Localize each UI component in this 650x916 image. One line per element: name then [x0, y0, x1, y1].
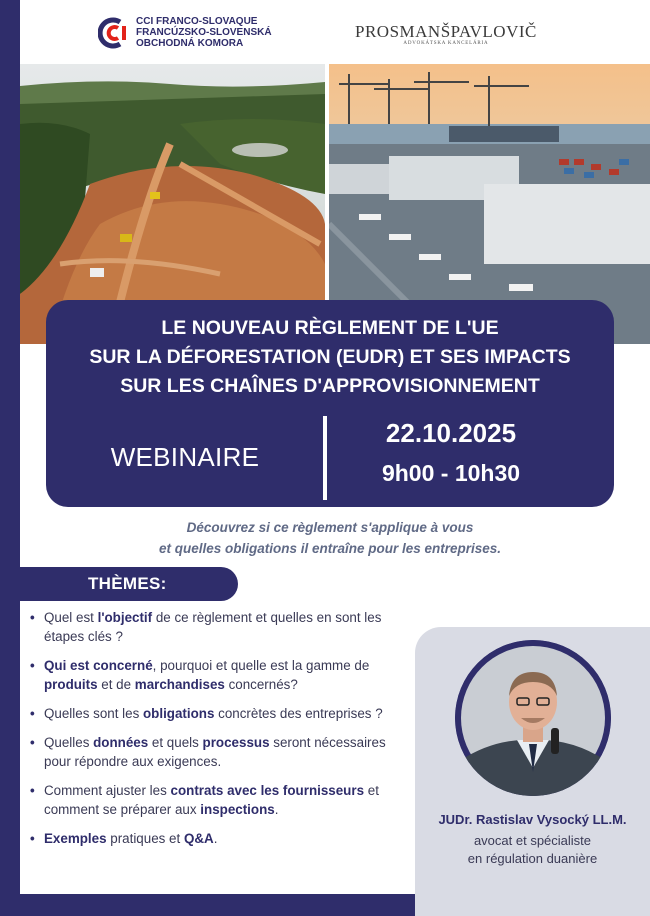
- event-date: 22.10.2025: [385, 418, 517, 448]
- title-line-3: SUR LES CHAÎNES D'APPROVISIONNEMENT: [120, 375, 540, 397]
- partner-subtitle: ADVOKÁTSKA KANCELÁRIA: [403, 41, 489, 46]
- event-title: [46, 314, 614, 401]
- cci-line-1: CCI FRANCO-SLOVAQUE: [136, 16, 258, 27]
- theme-item-text: .: [213, 831, 218, 846]
- event-time: 9h00 - 10h30: [381, 460, 521, 486]
- theme-item: [28, 781, 408, 819]
- speaker-role-line-2: en régulation duanière: [467, 851, 598, 866]
- event-format: WEBINAIRE: [110, 442, 260, 472]
- theme-item-highlight: contrats avec les fournisseurs: [170, 783, 365, 798]
- speaker-photo: [455, 640, 611, 796]
- themes-list: [28, 608, 408, 858]
- theme-item-text: Quelles sont les: [44, 706, 143, 721]
- theme-item-text: concernés?: [224, 677, 298, 692]
- theme-item: [28, 656, 408, 694]
- theme-item-text: et de: [97, 677, 135, 692]
- theme-item-highlight: Qui est concerné: [44, 658, 153, 673]
- theme-item-text: .: [274, 802, 279, 817]
- theme-item-text: seront nécessaires pour répondre aux exigences.: [44, 735, 386, 769]
- theme-item-highlight: produits: [44, 677, 98, 692]
- theme-item-highlight: processus: [202, 735, 270, 750]
- theme-item: [28, 704, 408, 723]
- speaker-role: [420, 832, 645, 868]
- theme-item-highlight: obligations: [143, 706, 215, 721]
- theme-item-highlight: Q&A: [183, 831, 214, 846]
- themes-title: THÈMES:: [88, 574, 167, 593]
- event-title-box: [46, 300, 614, 507]
- theme-item-text: de ce règlement et quelles en sont les étapes clés ?: [44, 610, 382, 644]
- themes-header: [20, 567, 238, 601]
- theme-item-text: et quels: [148, 735, 203, 750]
- theme-item-highlight: marchandises: [134, 677, 225, 692]
- theme-item: [28, 608, 408, 646]
- title-line-1: LE NOUVEAU RÈGLEMENT DE L'UE: [161, 317, 499, 339]
- partner-logo: [355, 22, 537, 46]
- theme-item-highlight: données: [93, 735, 149, 750]
- intro-text: [60, 517, 600, 559]
- cci-logo: [98, 16, 272, 49]
- partner-name: PROSMANŠPAVLOVIČ: [355, 22, 537, 41]
- intro-line-1: Découvrez si ce règlement s'applique à vous: [186, 520, 474, 535]
- left-accent-bar: [0, 0, 20, 916]
- cci-line-2: FRANCÚZSKO-SLOVENSKÁ: [136, 27, 272, 38]
- theme-item-text: Quel est: [44, 610, 98, 625]
- theme-item: [28, 733, 408, 771]
- theme-item: [28, 829, 408, 848]
- theme-item-highlight: Exemples: [44, 831, 107, 846]
- intro-line-2: et quelles obligations il entraîne pour les entreprises.: [158, 541, 502, 556]
- bottom-accent-bar: [0, 894, 415, 916]
- theme-item-text: Quelles: [44, 735, 94, 750]
- theme-item-highlight: inspections: [200, 802, 275, 817]
- theme-item-text: et comment se préparer aux: [44, 783, 379, 817]
- cci-line-3: OBCHODNÁ KOMORA: [136, 38, 244, 49]
- speaker-role-line-1: avocat et spécialiste: [473, 833, 592, 848]
- theme-item-text: , pourquoi et quelle est la gamme de: [152, 658, 370, 673]
- cci-emblem-icon: [98, 17, 130, 49]
- theme-item-text: pratiques et: [106, 831, 184, 846]
- theme-item-text: Comment ajuster les: [44, 783, 171, 798]
- title-line-2: SUR LA DÉFORESTATION (EUDR) ET SES IMPACTS: [89, 346, 571, 368]
- theme-item-highlight: l'objectif: [97, 610, 153, 625]
- theme-item-text: concrètes des entreprises ?: [214, 706, 383, 721]
- title-divider: [323, 416, 327, 500]
- speaker-name: JUDr. Rastislav Vysocký LL.M.: [438, 812, 627, 827]
